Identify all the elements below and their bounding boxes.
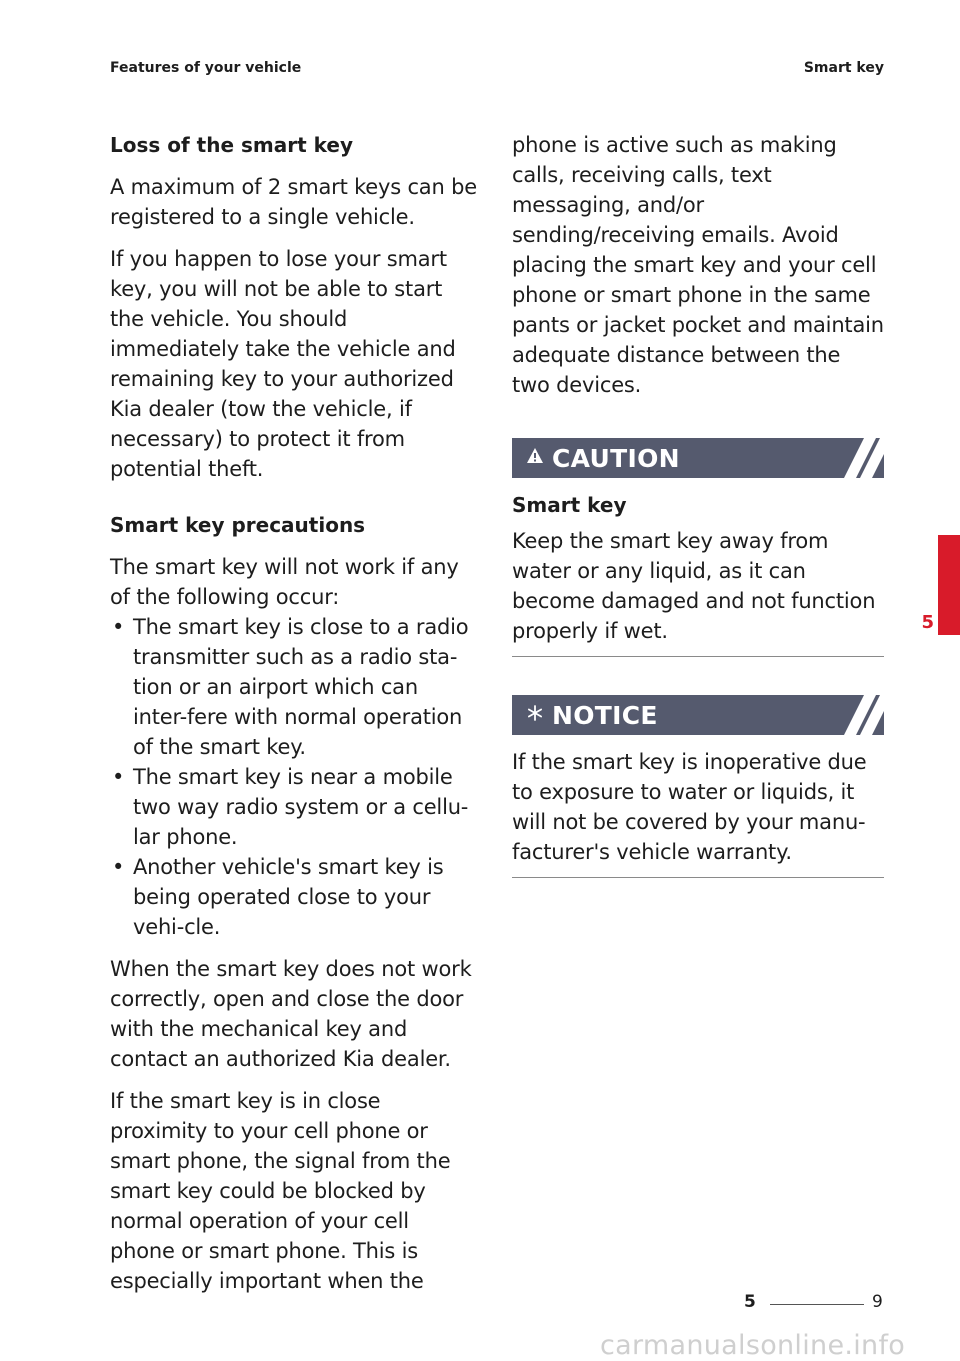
door-paragraph: When the smart key does not work correctly, open and close the door with the mechanical key and contact an authorized Kia dealer. bbox=[110, 957, 472, 1071]
caution-text: Keep the smart key away from water or any liquid, as it can become damaged and not function properly if wet. bbox=[512, 529, 876, 643]
list-item-text: The smart key is close to a radio transmitter such as a radio sta-tion or an airport which can inter-fere with normal operation of the smart key. bbox=[133, 615, 469, 759]
banner-slashes-icon bbox=[824, 438, 884, 478]
list-item-text: Another vehicle's smart key is being operated close to your vehi-cle. bbox=[133, 855, 444, 939]
watermark: carmanualsonline.info bbox=[600, 1330, 906, 1361]
notice-banner bbox=[512, 695, 884, 735]
right-column bbox=[512, 130, 884, 878]
header-section-title: Features of your vehicle bbox=[110, 60, 302, 76]
phone-paragraph-continued: phone is active such as making calls, receiving calls, text messaging, and/or sending/receiving emails. Avoid placing the smart key and your cell phone or smart phone in the same pants or jacket pocket and maintain adequate distance between the two devices. bbox=[512, 133, 884, 397]
header-topic-title: Smart key bbox=[803, 60, 884, 76]
notice-text: If the smart key is inoperative due to exposure to water or liquids, it will not be covered by your manu-facturer's vehicle warranty. bbox=[512, 750, 867, 864]
footer-divider bbox=[770, 1304, 864, 1305]
banner-slashes-icon bbox=[824, 695, 884, 735]
caution-title: CAUTION bbox=[552, 443, 680, 473]
bullet-icon: • bbox=[112, 765, 125, 789]
caution-divider bbox=[512, 656, 884, 657]
warning-triangle-icon bbox=[522, 447, 548, 469]
asterisk-icon bbox=[522, 705, 548, 726]
precautions-list bbox=[110, 612, 478, 942]
chapter-side-tab bbox=[938, 535, 960, 635]
loss-paragraph-1: A maximum of 2 smart keys can be registered to a single vehicle. bbox=[110, 175, 477, 229]
footer-page-number: 9 bbox=[872, 1292, 883, 1312]
footer-chapter-number: 5 bbox=[744, 1292, 756, 1312]
notice-title: NOTICE bbox=[552, 700, 658, 730]
chapter-side-number: 5 bbox=[921, 612, 934, 633]
list-item bbox=[110, 762, 478, 852]
loss-heading: Loss of the smart key bbox=[110, 133, 353, 157]
precautions-heading: Smart key precautions bbox=[110, 513, 366, 537]
phone-paragraph: If the smart key is in close proximity to your cell phone or smart phone, the signal from the smart key could be blocked by normal operation of your cell phone or smart phone. This is especially important when the bbox=[110, 1089, 451, 1293]
list-item-text: The smart key is near a mobile two way radio system or a cellu-lar phone. bbox=[133, 765, 469, 849]
bullet-icon: • bbox=[112, 855, 125, 879]
precautions-intro: The smart key will not work if any of the following occur: bbox=[110, 555, 459, 609]
list-item bbox=[110, 852, 478, 942]
left-column bbox=[110, 130, 478, 1308]
caution-subheading: Smart key bbox=[512, 493, 627, 517]
list-item bbox=[110, 612, 478, 762]
loss-paragraph-2: If you happen to lose your smart key, you will not be able to start the vehicle. You should immediately take the vehicle and remaining key to your authorized Kia dealer (tow the vehicle, if necessary) to protect it from potential theft. bbox=[110, 247, 456, 481]
bullet-icon: • bbox=[112, 615, 125, 639]
page-footer bbox=[720, 1292, 890, 1316]
notice-divider bbox=[512, 877, 884, 878]
caution-banner bbox=[512, 438, 884, 478]
